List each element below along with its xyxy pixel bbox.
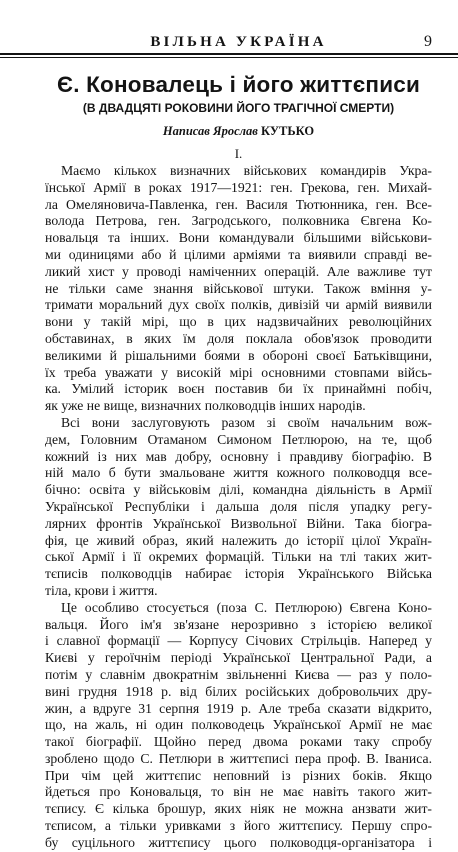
text-line: Маємо кількох визначних військових командирів Укра- (61, 163, 432, 178)
article-body (45, 163, 432, 852)
text-line: Української Республіки і дальша доля після упадку регу- (45, 498, 432, 514)
text-line: вині грудня 1918 р. від білих російських добровольчих дру- (45, 683, 432, 699)
text-line: їнської Армії в роках 1917—1921: ген. Грекова, ген. Михай- (45, 179, 432, 195)
text-line: і славної формації — Корпусу Січових Стрільців. Наперед у (45, 633, 432, 649)
text-line: волода Петрова, ген. Загродського, полковника Євгена Ко- (45, 213, 432, 229)
text-line: тєпису. Є кілька брошур, яких ніяк не можна анзвати жит- (45, 801, 432, 817)
text-line: як уже не вище, визначних полководців інших народів. (45, 398, 366, 414)
journal-title: ВІЛЬНА УКРАЇНА (150, 34, 327, 50)
text-line: фія, це живий образ, який належить до історії цілої Україн- (45, 532, 432, 548)
text-line: Це особливо стосується (поза С. Петлюрою) Євгена Коно- (61, 599, 432, 615)
article-title: Є. Коновалець і його життєписи (57, 72, 420, 97)
text-line: ній мало б бути змальоване життя кожного полководця все- (45, 465, 432, 481)
page-number: 9 (424, 33, 432, 50)
text-line: ської Армії і її окремих формацій. Тільки на тлі таких жит- (45, 549, 432, 565)
text-line: зроблено щодо С. Петлюри в життєписі пера проф. В. Іваниса. (45, 750, 432, 766)
header-rule-thick (0, 53, 458, 55)
text-line: Всі вони заслуговують разом зі своїм начальним вож- (61, 414, 432, 430)
text-line: вони у такій мірі, що в цих надзвичайних революційних (45, 314, 432, 330)
text-line: вальця. Його ім'я зв'язане нерозривно з історією великої (45, 616, 432, 632)
byline-prefix: Написав Ярослав (162, 124, 258, 138)
text-line: тримати моральний дух своїх полків, дивізій чи армій виявили (45, 297, 432, 313)
text-line: тіла, крови і життя. (45, 582, 158, 598)
article-byline (45, 124, 432, 139)
text-line: їх треба уважати у високій мірі основними стовпами війсь- (45, 364, 432, 380)
text-line: бу суцільного життєпису цього полководця-організатора і (45, 834, 432, 850)
text-line: ликий хист у проводі наміченних операцій. Але важливе тут (45, 263, 432, 279)
text-line: йдеться про Коновальця, то він не має навіть такого жит- (45, 784, 432, 800)
text-line: такої біографії. Щойно перед двома роками таку спробу (45, 734, 432, 750)
text-line: жин, а вдруге 31 серпня 1919 р. Але треба сказати відкрито, (45, 700, 432, 716)
text-line: обставинах, в яких їм доля поклала обов'язок проводити (45, 330, 432, 346)
text-line: великими й рішальними боями в обороні своєї Батьківщини, (45, 347, 432, 363)
text-line: ка. Умілий історик воєн поставив би їх принаймні побіч, (45, 381, 432, 397)
header-rule-thin (0, 57, 458, 58)
text-line: потім у славнім двократнім звільненні Києва — раз у поло- (45, 666, 432, 682)
running-header (45, 0, 432, 50)
article-subtitle: (В ДВАДЦЯТІ РОКОВИНИ ЙОГО ТРАГІЧНОЇ СМЕРТИ) (82, 101, 395, 115)
text-line: При чім цей життєпис неповний із різних боків. Якщо (45, 767, 432, 783)
text-line: не тільки саме знання військової штуки. Також вміння у- (45, 280, 432, 296)
text-line: бічно: освіта у військовім ділі, командна діяльність в Армії (45, 482, 432, 498)
text-line: ми одиницями або й цілими арміями та виявили справді ве- (45, 246, 432, 262)
text-line: новальця та інших. Вони командували більшими військови- (45, 230, 432, 246)
section-number: I. (234, 146, 243, 161)
text-line: Києві у героїчнім періоді Української Центральної Ради, а (45, 650, 432, 666)
text-line: тєписів полководців набирає історія Українського Війська (45, 566, 432, 582)
author-surname: КУТЬКО (261, 124, 315, 138)
text-line: лярних фронтів Української Визвольної Війни. Така біогра- (45, 515, 432, 531)
text-line: дем, Головним Отаманом Симоном Петлюрою, на те, щоб (45, 431, 432, 447)
text-line: ла Омеляновича-Павленка, ген. Василя Тютюнника, ген. Все- (45, 196, 432, 212)
text-line: кожний із них мав добру, основну і правдиву біографію. В (45, 448, 432, 464)
text-line: тєписом, а тільки уривками з його життєпису. Першу спро- (45, 818, 432, 834)
text-line: що, на жаль, ні один полководець Української Армії не має (45, 717, 432, 733)
